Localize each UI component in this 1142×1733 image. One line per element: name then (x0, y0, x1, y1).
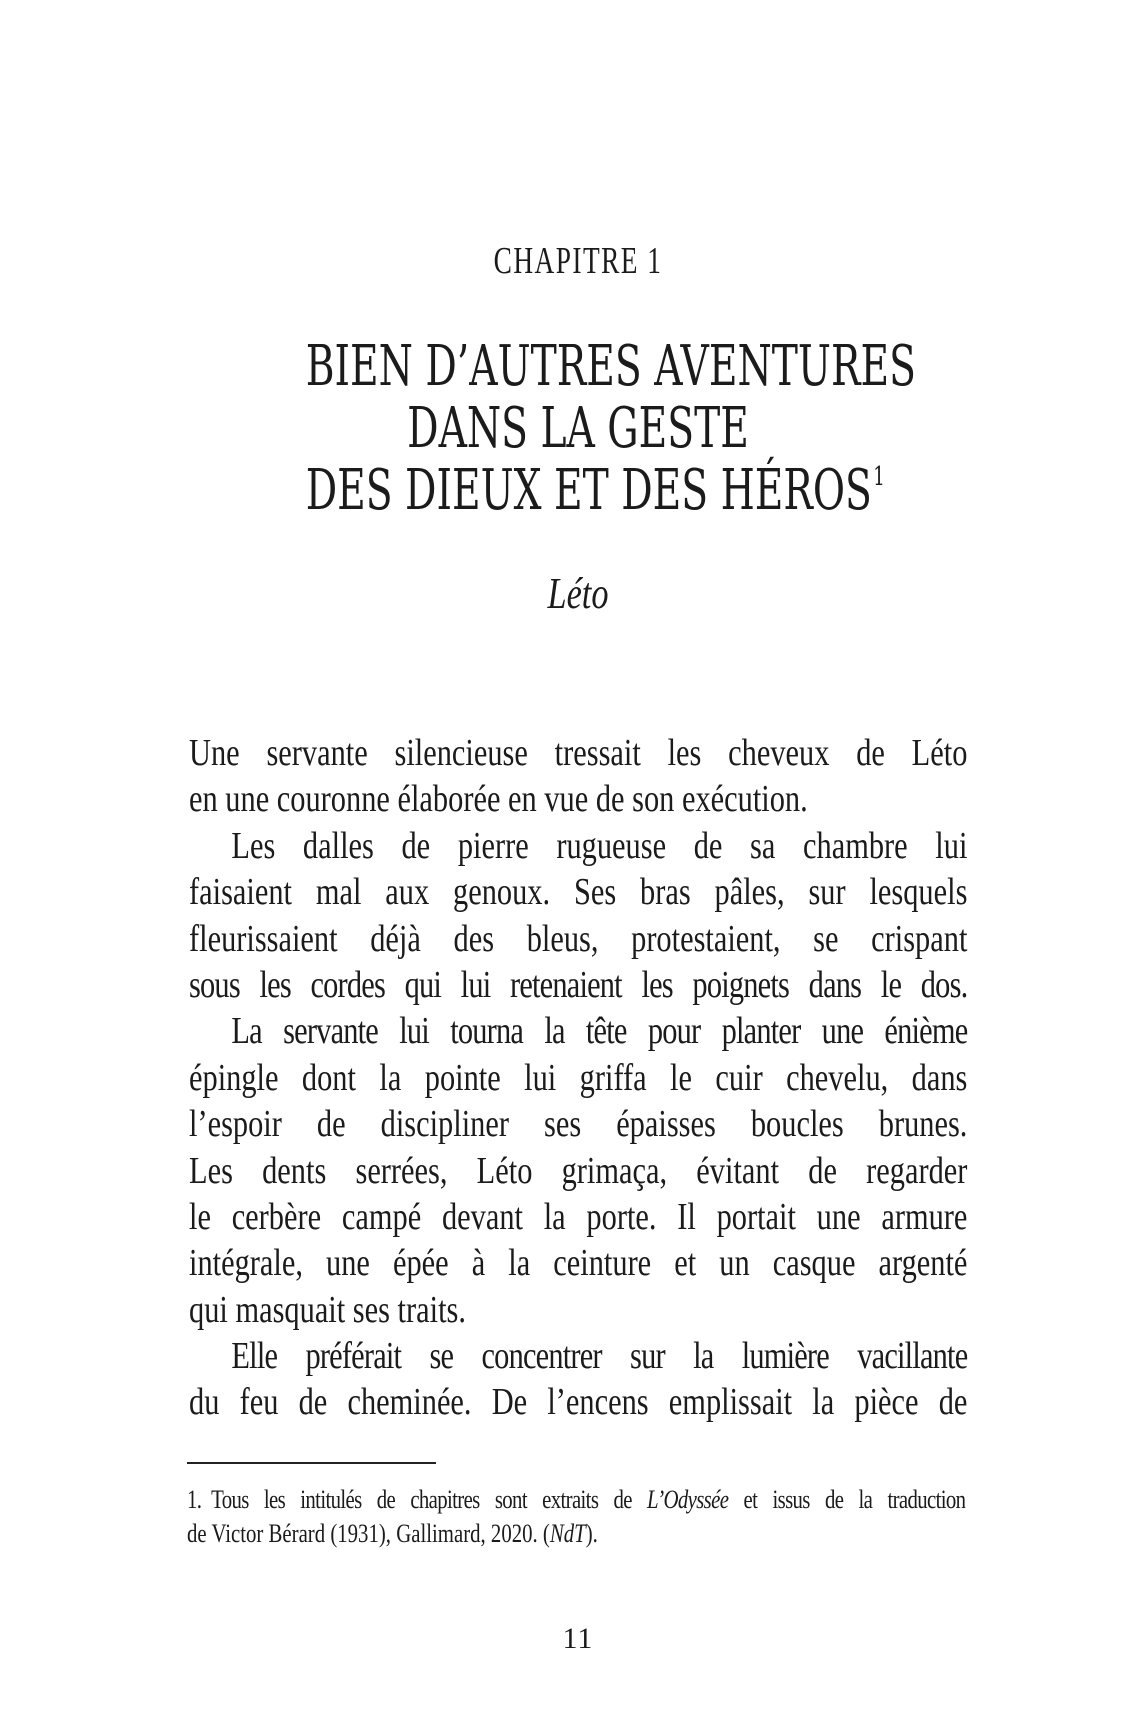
title-line: BIEN D’AUTRES AVENTURES (305, 334, 916, 399)
body-line: faisaient mal aux genoux. Ses bras pâles, sur lesquels (189, 871, 968, 914)
body-line: intégrale, une épée à la ceinture et un casque argenté (189, 1242, 968, 1285)
footnote-line (187, 1483, 965, 1517)
body-line: Elle préférait se concentrer sur la lumière vacillante (231, 1335, 968, 1378)
chapter-label: CHAPITRE 1 (493, 240, 663, 282)
footnote-segment: et issus de la traduction (728, 1485, 966, 1514)
footnote-segment: 1. Tous les intitulés de chapitres sont extraits de (187, 1485, 648, 1514)
body-line: La servante lui tourna la tête pour planter une énième (231, 1010, 968, 1053)
footnote-segment: ). (585, 1519, 598, 1548)
footnote (187, 1483, 965, 1551)
footnote-segment: de Victor Bérard (1931), Gallimard, 2020. ( (187, 1519, 550, 1548)
body-line: épingle dont la pointe lui griffa le cuir chevelu, dans (189, 1056, 968, 1099)
body-line: en une couronne élaborée en vue de son exécution. (189, 778, 808, 821)
page-number: 11 (562, 1622, 594, 1655)
body-line: qui masquait ses traits. (189, 1288, 466, 1331)
body-line: Les dalles de pierre rugueuse de sa chambre lui (231, 824, 968, 867)
title-line: DANS LA GESTE (407, 396, 749, 461)
body-line: Les dents serrées, Léto grimaça, évitant de regarder (189, 1149, 968, 1192)
footnote-segment: L’Odyssée (647, 1485, 729, 1514)
footnote-segment: NdT (549, 1519, 586, 1548)
body-line: du feu de cheminée. De l’encens emplissait la pièce de (189, 1381, 968, 1424)
footnote-rule (187, 1462, 436, 1464)
body-line: sous les cordes qui lui retenaient les poignets dans le dos. (189, 963, 968, 1006)
body-line: Une servante silencieuse tressait les cheveux de Léto (189, 732, 968, 774)
footnote-reference: 1 (873, 462, 885, 492)
footnote-line (187, 1517, 965, 1551)
title-line: DES DIEUX ET DES HÉROS$^1$ (305, 458, 885, 523)
chapter-title (305, 334, 916, 532)
body-line: fleurissaient déjà des bleus, protestaient, se crispant (189, 917, 968, 960)
body-line: le cerbère campé devant la porte. Il portait une armure (189, 1195, 968, 1238)
body-text (189, 730, 967, 1426)
body-line: l’espoir de discipliner ses épaisses boucles brunes. (189, 1103, 968, 1146)
chapter-subtitle: Léto (547, 569, 609, 618)
